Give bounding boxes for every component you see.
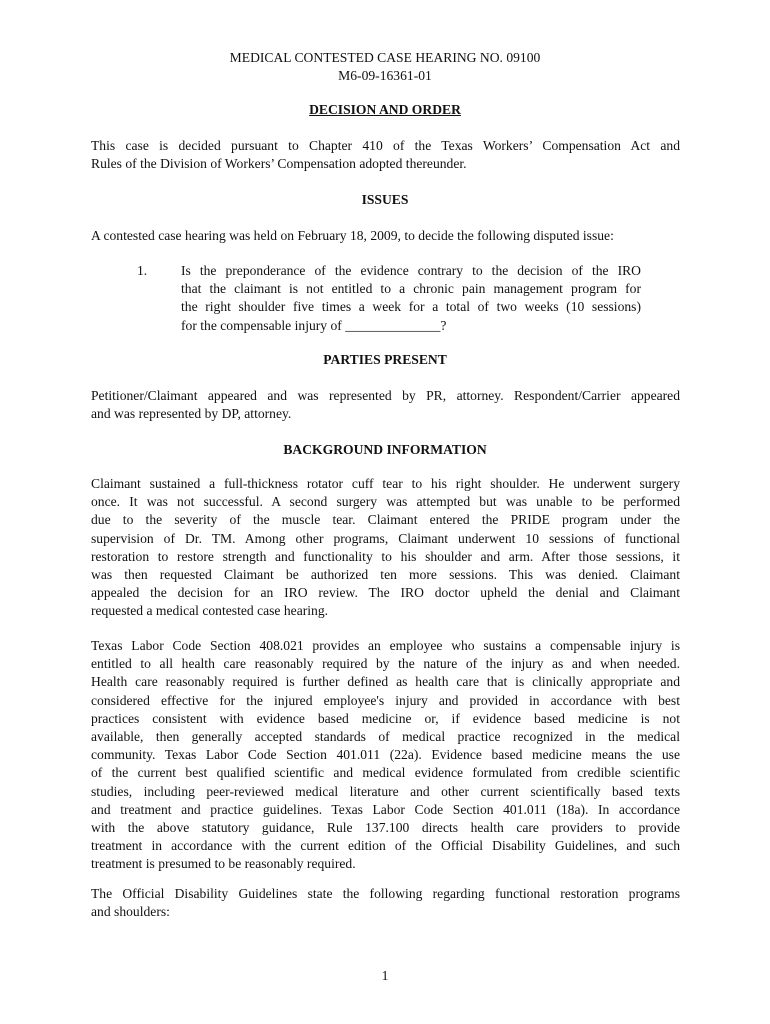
text-line: the right shoulder five times a week for a total of two weeks (10 sessions) — [181, 299, 641, 315]
text-line: considered effective for the injured employee's injury and provided in accordance with best — [91, 692, 680, 708]
text-line: of the current best qualified scientific and medical evidence formulated from credible scientific — [91, 765, 680, 781]
text-line: This case is decided pursuant to Chapter 410 of the Texas Workers’ Compensation Act and — [91, 138, 680, 153]
background-heading: BACKGROUND INFORMATION — [283, 442, 487, 457]
issues-lead — [91, 227, 680, 245]
issues-heading: ISSUES — [361, 192, 409, 207]
text-line: A contested case hearing was held on February 18, 2009, to decide the following disputed issue: — [91, 228, 614, 243]
text-line: and treatment and practice guidelines. Texas Labor Code Section 401.011 (18a). In accordance — [91, 801, 680, 817]
text-line: was then requested Claimant be authorized ten more sessions. This was denied. Claimant — [91, 567, 680, 583]
issue-item-number: 1. — [137, 263, 148, 278]
text-line: Is the preponderance of the evidence contrary to the decision of the IRO — [181, 263, 641, 278]
text-line: for the compensable injury of ______________? — [181, 317, 447, 333]
background-paragraph-3 — [91, 885, 680, 921]
text-line: Petitioner/Claimant appeared and was represented by PR, attorney. Respondent/Carrier appeared — [91, 388, 680, 403]
text-line: Rules of the Division of Workers’ Compensation adopted thereunder. — [91, 156, 467, 172]
text-line: restoration to restore strength and functionality to his shoulder and arm. After those sessions, it — [91, 548, 680, 564]
case-number-heading: MEDICAL CONTESTED CASE HEARING NO. 09100 — [229, 50, 541, 65]
text-line: appealed the decision for an IRO review. The IRO doctor upheld the denial and Claimant — [91, 585, 680, 601]
text-line: entitled to all health care reasonably required by the nature of the injury as and when needed. — [91, 656, 680, 672]
text-line: treatment is presumed to be reasonably required. — [91, 856, 356, 872]
background-paragraph-2 — [91, 637, 680, 874]
text-line: once. It was not successful. A second surgery was attempted but was unable to be performed — [91, 494, 680, 510]
docket-number: M6-09-16361-01 — [338, 68, 432, 83]
text-line: that the claimant is not entitled to a chronic pain management program for — [181, 281, 641, 297]
issue-item-text — [181, 262, 641, 335]
decision-title: DECISION AND ORDER — [309, 102, 461, 117]
text-line: practices consistent with evidence based medicine or, if evidence based medicine is not — [91, 710, 680, 726]
text-line: The Official Disability Guidelines state the following regarding functional restoration programs — [91, 886, 680, 901]
text-line: supervision of Dr. TM. Among other programs, Claimant underwent 10 sessions of functional — [91, 530, 680, 546]
text-line: Claimant sustained a full-thickness rotator cuff tear to his right shoulder. He underwent surgery — [91, 476, 680, 491]
parties-heading: PARTIES PRESENT — [323, 352, 447, 367]
text-line: and was represented by DP, attorney. — [91, 406, 292, 422]
intro-paragraph — [91, 137, 680, 173]
background-paragraph-1 — [91, 475, 680, 621]
text-line: available, then generally accepted standards of medical practice recognized in the medical — [91, 729, 680, 745]
parties-paragraph — [91, 387, 680, 423]
text-line: and shoulders: — [91, 904, 170, 920]
text-line: requested a medical contested case hearing. — [91, 603, 329, 619]
page-number: 1 — [381, 968, 389, 983]
text-line: studies, including peer-reviewed medical literature and other current scientifically based texts — [91, 783, 680, 799]
text-line: treatment in accordance with the current edition of the Official Disability Guidelines, and such — [91, 838, 680, 854]
text-line: due to the severity of the muscle tear. Claimant entered the PRIDE program under the — [91, 512, 680, 528]
text-line: Health care reasonably required is further defined as health care that is clinically appropriate and — [91, 674, 680, 690]
text-line: Texas Labor Code Section 408.021 provides an employee who sustains a compensable injury is — [91, 638, 680, 653]
text-line: community. Texas Labor Code Section 401.011 (22a). Evidence based medicine means the use — [91, 747, 680, 763]
text-line: with the above statutory guidance, Rule 137.100 directs health care providers to provide — [91, 820, 680, 836]
